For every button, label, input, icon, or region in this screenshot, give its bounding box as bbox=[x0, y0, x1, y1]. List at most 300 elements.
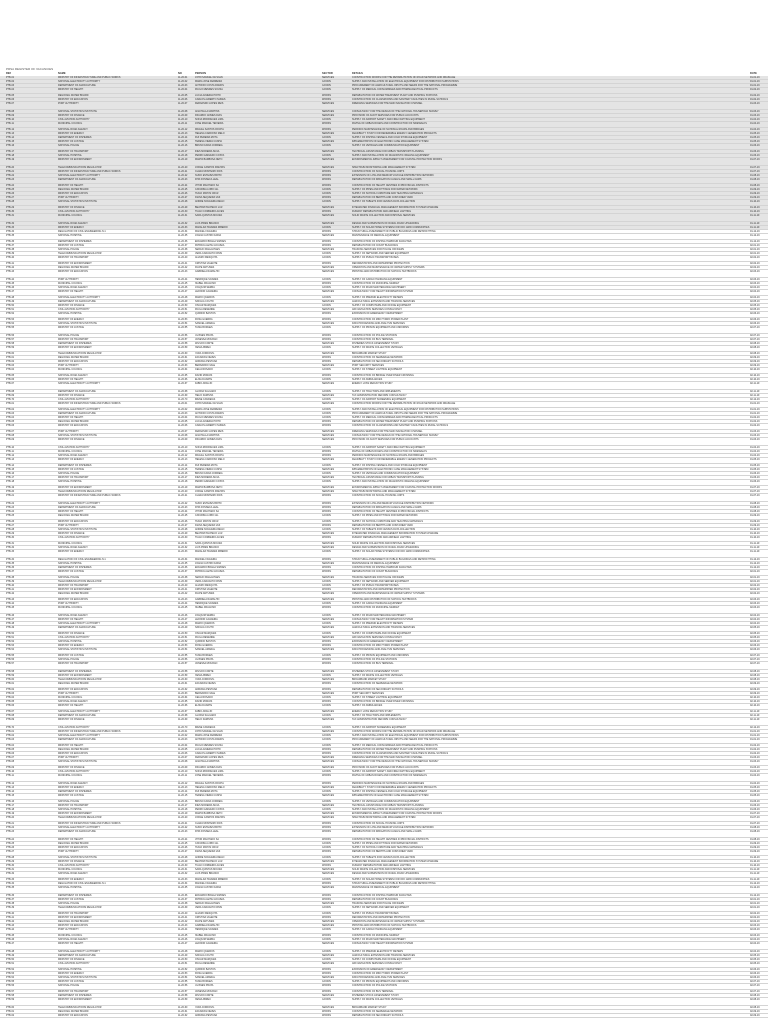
table-cell-name: MINISTRY OF JUSTICE bbox=[58, 794, 84, 797]
table-cell-id: PTB-24 bbox=[6, 838, 15, 841]
table-cell-ref: LUCIA ALMEIDA PINTO bbox=[195, 748, 221, 751]
table-cell-desc: REHABILITATION OF SECONDARY SCHOOLS bbox=[352, 688, 404, 691]
table-cell-id: PTB-29 bbox=[6, 532, 15, 535]
table-row[interactable] bbox=[0, 718, 768, 726]
table-cell-ref: ULISSES PRATA bbox=[195, 334, 214, 337]
table-cell-name: PORT AUTHORITY bbox=[58, 364, 79, 367]
table-cell-id: PTB-52 bbox=[6, 640, 15, 643]
table-cell-sec: GOODS bbox=[322, 278, 331, 281]
table-cell-ref: MARIO QUEIROS bbox=[195, 622, 215, 625]
table-cell-id: PTB-05 bbox=[6, 94, 15, 97]
table-cell-name: CIVIL AVIATION AUTHORITY bbox=[58, 726, 90, 729]
table-row[interactable] bbox=[0, 998, 768, 1006]
table-cell-ref: CARLOS ALBERTO NUNES bbox=[195, 98, 226, 101]
table-cell-id: PTB-43 bbox=[6, 270, 15, 273]
table-cell-ref: ANA PAULA MARTINS bbox=[195, 434, 220, 437]
table-cell-num: 11-20-44 bbox=[178, 278, 188, 281]
table-cell-id: PTB-64 bbox=[6, 368, 15, 371]
table-cell-id: PTB-68 bbox=[6, 390, 15, 393]
table-cell-id: PTB-11 bbox=[6, 774, 14, 777]
table-cell-id: PTB-58 bbox=[6, 342, 15, 345]
table-cell-num: 11-20-67 bbox=[178, 382, 188, 385]
table-cell-ref: NATALIA COUTO bbox=[195, 626, 214, 629]
table-cell-name: MINISTRY OF INFRASTRUCTURE AND PUBLIC WORKS bbox=[58, 76, 121, 79]
table-cell-id: PTB-30 bbox=[6, 536, 15, 539]
table-cell-desc: SUPPLY OF MEDICAL CONSUMABLES AND PHARMACEUTICAL PRODUCTS bbox=[352, 744, 438, 747]
table-row[interactable] bbox=[0, 886, 768, 894]
table-cell-id: PTB-22 bbox=[6, 174, 15, 177]
table-cell-num: 11-20-02 bbox=[178, 408, 188, 411]
table-cell-name: MINISTRY OF ENERGY bbox=[58, 458, 85, 461]
table-cell-name: NATIONAL STATISTICS INSTITUTE bbox=[58, 648, 97, 651]
table-cell-date: 02-03-19 bbox=[750, 934, 760, 937]
table-row[interactable] bbox=[0, 606, 768, 614]
table-cell-id: PTB-35 bbox=[6, 562, 15, 565]
table-cell-id: PTB-11 bbox=[6, 450, 14, 453]
table-cell-ref: JOANA CASTRO FARIA bbox=[195, 886, 222, 889]
table-row[interactable] bbox=[0, 158, 768, 166]
table-cell-sec: SERVICES bbox=[322, 490, 335, 493]
table-cell-ref: MIGUEL SANTOS ROCHA bbox=[195, 128, 224, 131]
table-cell-ref: MARIA JOSE FERREIRA bbox=[195, 408, 223, 411]
table-cell-id: PTB-15 bbox=[6, 794, 15, 797]
table-cell-id: PTB-01 bbox=[6, 402, 15, 405]
table-row[interactable] bbox=[0, 774, 768, 782]
table-cell-date: 02-11-19 bbox=[750, 714, 760, 717]
table-cell-ref: MAFALDA TAVARES RIBEIRO bbox=[195, 226, 228, 229]
table-cell-ref: JOSE MANUEL TEIXEIRA bbox=[195, 450, 224, 453]
table-row[interactable] bbox=[0, 382, 768, 390]
table-cell-id: PTB-46 bbox=[6, 614, 15, 617]
table-cell-date: 01-12-19 bbox=[750, 886, 760, 889]
table-cell-ref: PAULA RESENDE bbox=[195, 636, 215, 639]
table-cell-num: 11-20-44 bbox=[178, 602, 188, 605]
table-cell-num: 11-20-61 bbox=[178, 682, 188, 685]
table-cell-date: 02-11-19 bbox=[750, 718, 760, 721]
table-cell-desc: ENVIRONMENTAL IMPACT ASSESSMENT FOR COASTAL PROTECTION WORKS bbox=[352, 486, 442, 489]
table-cell-date: 01-05-19 bbox=[750, 794, 760, 797]
table-cell-desc: PRINTING AND DISTRIBUTION OF SCHOOL TEXTBOOKS bbox=[352, 270, 417, 273]
table-cell-ref: YARA CORDOVIL bbox=[195, 678, 215, 681]
table-cell-date: 01-08-19 bbox=[750, 184, 760, 187]
table-cell-id: PTB-15 bbox=[6, 468, 15, 471]
table-cell-num: 11-20-45 bbox=[178, 282, 188, 285]
table-cell-sec: WORKS bbox=[322, 338, 332, 341]
table-cell-date: 02-07-19 bbox=[750, 990, 760, 993]
table-cell-name: MINISTRY OF ENERGY bbox=[58, 318, 85, 321]
table-cell-id: PTB-59 bbox=[6, 346, 15, 349]
table-cell-sec: WORKS bbox=[322, 644, 332, 647]
table-cell-id: PTB-37 bbox=[6, 898, 15, 901]
table-cell-ref: PATRICIA LEITE GOUVEIA bbox=[195, 570, 225, 573]
table-cell-date: 02-01-19 bbox=[750, 906, 760, 909]
table-cell-sec: SERVICES bbox=[322, 158, 335, 161]
table-cell-name: MUNICIPAL COUNCIL bbox=[58, 606, 83, 609]
table-cell-desc: SUPPLY AND INSTALLATION OF ELECTRICAL EQUIPMENT FOR DISTRIBUTION SUBSTATIONS bbox=[352, 408, 459, 411]
table-cell-sec: GOODS bbox=[322, 520, 331, 523]
table-cell-desc: CONSTRUCTION OF CLASSROOMS AND SANITARY FACILITIES IN RURAL SCHOOLS bbox=[352, 98, 449, 101]
table-cell-name: MINISTRY OF EDUCATION bbox=[58, 924, 88, 927]
table-cell-date: 02-02-19 bbox=[750, 912, 760, 915]
table-cell-date: 02-02-19 bbox=[750, 256, 760, 259]
table-row[interactable] bbox=[0, 550, 768, 558]
table-cell-num: 11-20-33 bbox=[178, 878, 188, 881]
table-cell-desc: EXTENSION OF LOW AND MEDIUM VOLTAGE DISTRIBUTION NETWORK bbox=[352, 502, 434, 505]
table-cell-desc: PROVISION OF AUDIT SERVICES FOR PUBLIC ACCOUNTS bbox=[352, 114, 419, 117]
table-cell-ref: PAULA RESENDE bbox=[195, 962, 215, 965]
table-cell-num: 11-20-56 bbox=[178, 984, 188, 987]
table-cell-desc: TRAINING SERVICES FOR POLICE OFFICERS bbox=[352, 248, 405, 251]
table-cell-id: PTB-65 bbox=[6, 374, 15, 377]
table-cell-sec: GOODS bbox=[322, 346, 331, 349]
table-cell-ref: OSCAR MARQUES bbox=[195, 958, 217, 961]
table-cell-date: 01-06-19 bbox=[750, 472, 760, 475]
table-cell-desc: REHABILITATION OF SECONDARY SCHOOLS bbox=[352, 360, 404, 363]
table-cell-ref: NATALIA COUTO bbox=[195, 954, 214, 957]
table-cell-date: 02-02-19 bbox=[750, 266, 760, 269]
column-header: DATE bbox=[750, 72, 757, 75]
table-cell-ref: EDUARDO BRAGA SIMOES bbox=[195, 566, 226, 569]
table-cell-id: PTB-48 bbox=[6, 622, 15, 625]
table-cell-desc: REHABILITATION OF WATER TREATMENT PLANT AND PUMPING STATIONS bbox=[352, 94, 438, 97]
table-cell-desc: SUPPLY OF CARGO HANDLING EQUIPMENT bbox=[352, 278, 403, 281]
table-cell-name: MINISTRY OF EDUCATION bbox=[58, 846, 88, 849]
table-cell-name: MINISTRY OF EDUCATION bbox=[58, 424, 88, 427]
table-cell-desc: AGRICULTURAL EXTENSION AND TRAINING SERVICES bbox=[352, 954, 416, 957]
table-cell-sec: WORKS bbox=[322, 360, 332, 363]
table-cell-sec: WORKS bbox=[322, 184, 332, 187]
table-cell-ref: VITOR MACHADO SA bbox=[195, 838, 219, 841]
table-cell-sec: WORKS bbox=[322, 748, 332, 751]
table-cell-name: REGIONAL WATER BOARD bbox=[58, 356, 89, 359]
table-cell-id: PTB-36 bbox=[6, 240, 15, 243]
table-cell-sec: SERVICES bbox=[322, 132, 335, 135]
table-row[interactable] bbox=[0, 1014, 768, 1018]
table-cell-id: PTB-35 bbox=[6, 234, 15, 237]
table-cell-id: PTB-17 bbox=[6, 150, 15, 153]
table-cell-id: PTB-23 bbox=[6, 506, 15, 509]
table-cell-sec: WORKS bbox=[322, 850, 332, 853]
table-row[interactable] bbox=[0, 830, 768, 838]
table-cell-num: 11-20-42 bbox=[178, 592, 188, 595]
table-cell-date: 02-08-19 bbox=[750, 678, 760, 681]
table-cell-num: 11-20-26 bbox=[178, 192, 188, 195]
table-cell-num: 11-20-51 bbox=[178, 308, 188, 311]
table-cell-id: PTB-53 bbox=[6, 644, 15, 647]
table-cell-id: PTB-15 bbox=[6, 140, 15, 143]
table-cell-sec: SERVICES bbox=[322, 766, 335, 769]
table-cell-date: 02-07-19 bbox=[750, 654, 760, 657]
table-cell-id: PTB-61 bbox=[6, 356, 15, 359]
table-cell-id: PTB-60 bbox=[6, 678, 15, 681]
table-cell-desc: SUPPLY OF AMBULANCES bbox=[352, 378, 383, 381]
table-cell-desc: SUPPLY OF CARGO HANDLING EQUIPMENT bbox=[352, 602, 403, 605]
table-cell-id: PTB-03 bbox=[6, 738, 15, 741]
table-cell-id: PTB-50 bbox=[6, 304, 15, 307]
table-cell-name: MUNICIPAL COUNCIL bbox=[58, 282, 83, 285]
table-cell-num: 11-20-43 bbox=[178, 924, 188, 927]
table-row[interactable] bbox=[0, 102, 768, 110]
table-cell-name: DEPARTMENT OF FISHERIES bbox=[58, 894, 92, 897]
table-cell-sec: SERVICES bbox=[322, 546, 335, 549]
table-row[interactable] bbox=[0, 942, 768, 950]
table-cell-desc: CONSTRUCTION OF BRIDGE OVER RIVER CROSSING bbox=[352, 374, 414, 377]
table-cell-desc: AIR NAVIGATION SERVICES CONSULTANCY bbox=[352, 308, 403, 311]
table-cell-desc: DATA PROCESSING AND ANALYSIS SERVICES bbox=[352, 648, 405, 651]
table-cell-num: 11-20-68 bbox=[178, 390, 188, 393]
column-header: PERSON bbox=[195, 72, 206, 75]
table-cell-sec: SERVICES bbox=[322, 532, 335, 535]
table-cell-num: 11-20-17 bbox=[178, 150, 188, 153]
table-cell-sec: GOODS bbox=[322, 304, 331, 307]
table-cell-name: PORT AUTHORITY bbox=[58, 524, 79, 527]
table-cell-num: 11-20-01 bbox=[178, 402, 188, 405]
table-cell-sec: GOODS bbox=[322, 416, 331, 419]
table-cell-ref: ANDRE NOGUEIRA REGO bbox=[195, 528, 225, 531]
table-cell-name: DEPARTMENT OF FISHERIES bbox=[58, 566, 92, 569]
table-cell-desc: CONSULTANCY FOR HEALTH INFORMATION SYSTEM bbox=[352, 290, 414, 293]
table-cell-id: PTB-70 bbox=[6, 398, 15, 401]
table-cell-name: NATIONAL STATISTICS INSTITUTE bbox=[58, 434, 97, 437]
table-cell-name: TELECOMMUNICATIONS REGULATOR bbox=[58, 252, 102, 255]
table-cell-name: NATIONAL HOSPITAL bbox=[58, 312, 82, 315]
table-cell-date: 01-12-19 bbox=[750, 562, 760, 565]
table-cell-id: PTB-34 bbox=[6, 230, 15, 233]
table-cell-date: 01-12-19 bbox=[750, 234, 760, 237]
table-cell-id: PTB-04 bbox=[6, 744, 15, 747]
table-cell-desc: PROVISION OF AUDIT SERVICES FOR PUBLIC ACCOUNTS bbox=[352, 766, 419, 769]
table-cell-sec: GOODS bbox=[322, 744, 331, 747]
table-cell-id: PTB-32 bbox=[6, 872, 15, 875]
table-cell-id: PTB-45 bbox=[6, 282, 15, 285]
table-cell-num: 11-20-31 bbox=[178, 214, 188, 217]
table-cell-id: PTB-24 bbox=[6, 184, 15, 187]
table-cell-id: PTB-34 bbox=[6, 558, 15, 561]
table-cell-sec: SERVICES bbox=[322, 756, 335, 759]
table-cell-ref: ROSA GUERRA bbox=[195, 644, 213, 647]
table-cell-sec: GOODS bbox=[322, 226, 331, 229]
table-cell-sec: WORKS bbox=[322, 658, 332, 661]
table-cell-sec: GOODS bbox=[322, 842, 331, 845]
table-cell-date: 02-01-19 bbox=[750, 248, 760, 251]
table-cell-desc: SUPPLY OF PREPAID ELECTRICITY METERS bbox=[352, 622, 403, 625]
table-cell-ref: LEONOR CALDEIRA bbox=[195, 942, 218, 945]
table-cell-id: PTB-44 bbox=[6, 928, 15, 931]
table-cell-date: 02-03-19 bbox=[750, 924, 760, 927]
table-cell-sec: SERVICES bbox=[322, 812, 335, 815]
table-cell-name: MINISTRY OF HEALTH bbox=[58, 510, 84, 513]
table-cell-sec: SERVICES bbox=[322, 636, 335, 639]
table-row[interactable] bbox=[0, 326, 768, 334]
table-cell-desc: ENVIRONMENTAL IMPACT ASSESSMENT FOR COASTAL PROTECTION WORKS bbox=[352, 158, 442, 161]
table-cell-name: MINISTRY OF EDUCATION bbox=[58, 688, 88, 691]
table-cell-num: 11-20-50 bbox=[178, 958, 188, 961]
table-cell-name: PORT AUTHORITY bbox=[58, 928, 79, 931]
table-cell-id: PTB-52 bbox=[6, 968, 15, 971]
table-cell-name: MINISTRY OF INFRASTRUCTURE AND PUBLIC WORKS bbox=[58, 822, 121, 825]
table-cell-ref: SAMUEL AMARAL bbox=[195, 648, 216, 651]
table-cell-desc: STRUCTURAL ASSESSMENT OF PUBLIC BUILDINGS AND RETROFITTING bbox=[352, 558, 436, 561]
table-cell-num: 11-20-41 bbox=[178, 262, 188, 265]
table-cell-sec: WORKS bbox=[322, 700, 332, 703]
table-cell-date: 01-06-19 bbox=[750, 480, 760, 483]
table-cell-num: 11-20-17 bbox=[178, 476, 188, 479]
table-cell-date: 01-08-19 bbox=[750, 826, 760, 829]
table-row[interactable] bbox=[0, 270, 768, 278]
table-cell-num: 11-20-46 bbox=[178, 938, 188, 941]
table-cell-ref: JORGE CAMPOS FREITAS bbox=[195, 490, 225, 493]
table-cell-ref: MARIO QUEIROS bbox=[195, 296, 215, 299]
table-cell-num: 11-20-41 bbox=[178, 588, 188, 591]
table-row[interactable] bbox=[0, 214, 768, 222]
table-cell-ref: ISABEL FRAGOSO bbox=[195, 606, 216, 609]
table-cell-sec: SERVICES bbox=[322, 924, 335, 927]
table-cell-name: MINISTRY OF HEALTH bbox=[58, 838, 84, 841]
table-cell-id: PTB-51 bbox=[6, 308, 15, 311]
table-cell-date: 01-08-19 bbox=[750, 178, 760, 181]
table-cell-desc: SUPPLY OF TABLETS FOR CENSUS DATA COLLECTION bbox=[352, 528, 416, 531]
table-cell-ref: BEATRIZ PACHECO LUZ bbox=[195, 860, 223, 863]
table-cell-date: 01-05-19 bbox=[750, 140, 760, 143]
table-cell-date: 02-09-19 bbox=[750, 360, 760, 363]
table-cell-name: CIVIL AVIATION AUTHORITY bbox=[58, 210, 90, 213]
table-cell-ref: ULISSES PRATA bbox=[195, 658, 214, 661]
table-cell-name: NATIONAL STATISTICS INSTITUTE bbox=[58, 110, 97, 113]
table-cell-id: PTB-70 bbox=[6, 726, 15, 729]
table-row[interactable] bbox=[0, 438, 768, 446]
table-cell-ref: RITA FONSECA LEAL bbox=[195, 178, 219, 181]
table-cell-name: DEPARTMENT OF AGRICULTURE bbox=[58, 954, 96, 957]
table-cell-id: PTB-41 bbox=[6, 588, 15, 591]
table-cell-sec: SERVICES bbox=[322, 290, 335, 293]
table-cell-id: PTB-38 bbox=[6, 576, 15, 579]
table-cell-id: PTB-51 bbox=[6, 962, 15, 965]
table-cell-date: 02-03-19 bbox=[750, 928, 760, 931]
table-cell-date: 02-03-19 bbox=[750, 606, 760, 609]
table-cell-ref: GLORIA SALGADO bbox=[195, 714, 217, 717]
table-cell-num: 11-20-09 bbox=[178, 438, 188, 441]
table-cell-ref: ALVARO MESQUITA bbox=[195, 256, 218, 259]
table-cell-id: PTB-64 bbox=[6, 696, 15, 699]
table-cell-sec: WORKS bbox=[322, 640, 332, 643]
table-row[interactable] bbox=[0, 662, 768, 670]
table-cell-num: 11-20-25 bbox=[178, 514, 188, 517]
table-cell-num: 11-20-54 bbox=[178, 976, 188, 979]
table-cell-desc: INTEGRATED FINANCIAL MANAGEMENT INFORMATION SYSTEM UPGRADE bbox=[352, 860, 439, 863]
table-cell-desc: FISHERIES STOCK ASSESSMENT STUDY bbox=[352, 994, 400, 997]
table-cell-ref: SOFIA RODRIGUES LIMA bbox=[195, 446, 224, 449]
table-cell-date: 01-12-19 bbox=[750, 240, 760, 243]
table-cell-ref: CATARINA LOBO GIL bbox=[195, 514, 219, 517]
table-cell-name: MINISTRY OF INFRASTRUCTURE AND PUBLIC WORKS bbox=[58, 494, 121, 497]
table-row[interactable] bbox=[0, 494, 768, 502]
table-cell-date: 02-09-19 bbox=[750, 1014, 760, 1017]
table-cell-sec: SERVICES bbox=[322, 352, 335, 355]
table-cell-sec: GOODS bbox=[322, 998, 331, 1001]
table-cell-ref: LEONOR CALDEIRA bbox=[195, 618, 218, 621]
table-cell-id: PTB-65 bbox=[6, 700, 15, 703]
table-cell-date: 01-05-19 bbox=[750, 132, 760, 135]
table-cell-sec: SERVICES bbox=[322, 576, 335, 579]
table-cell-sec: GOODS bbox=[322, 514, 331, 517]
table-cell-desc: SUPPLY AND INSTALLATION OF DIAGNOSTIC IMAGING EQUIPMENT bbox=[352, 154, 430, 157]
table-cell-sec: GOODS bbox=[322, 738, 331, 741]
table-cell-id: PTB-20 bbox=[6, 490, 15, 493]
table-cell-ref: MIGUEL SANTOS ROCHA bbox=[195, 454, 224, 457]
table-cell-name: NATIONAL STATISTICS INSTITUTE bbox=[58, 976, 97, 979]
table-cell-date: 01-06-19 bbox=[750, 800, 760, 803]
table-cell-date: 02-01-19 bbox=[750, 580, 760, 583]
table-cell-desc: CONSTRUCTION OF FISHING HARBOUR FACILITIES bbox=[352, 566, 412, 569]
table-cell-num: 11-20-02 bbox=[178, 734, 188, 737]
table-cell-name: NATIONAL ELECTRICITY AUTHORITY bbox=[58, 826, 101, 829]
table-cell-ref: BERNARDO VALE bbox=[195, 692, 216, 695]
table-cell-name: NATIONAL ROAD AGENCY bbox=[58, 286, 88, 289]
table-cell-date: 01-04-19 bbox=[750, 774, 760, 777]
table-cell-ref: JOAQUIM SERRA bbox=[195, 286, 215, 289]
table-cell-desc: SUPPLY AND INSTALLATION OF DIAGNOSTIC IMAGING EQUIPMENT bbox=[352, 480, 430, 483]
table-cell-id: PTB-55 bbox=[6, 980, 15, 983]
table-cell-desc: TRAINING SERVICES FOR POLICE OFFICERS bbox=[352, 902, 405, 905]
table-cell-name: MINISTRY OF TRANSPORT bbox=[58, 338, 89, 341]
table-cell-sec: SERVICES bbox=[322, 542, 335, 545]
table-cell-ref: ADRIANA PESTANA bbox=[195, 1014, 218, 1017]
table-cell-id: PTB-57 bbox=[6, 338, 15, 341]
table-cell-id: PTB-04 bbox=[6, 88, 15, 91]
table-cell-num: 11-20-27 bbox=[178, 196, 188, 199]
table-cell-date: 01-03-19 bbox=[750, 110, 760, 113]
table-cell-ref: RICARDO GOMES DIAS bbox=[195, 114, 222, 117]
table-cell-num: 11-20-18 bbox=[178, 154, 188, 157]
table-cell-num: 11-20-56 bbox=[178, 334, 188, 337]
table-cell-id: PTB-47 bbox=[6, 290, 15, 293]
table-cell-sec: WORKS bbox=[322, 830, 332, 833]
table-cell-num: 11-20-36 bbox=[178, 240, 188, 243]
table-cell-date: 02-01-19 bbox=[750, 244, 760, 247]
table-cell-date: 01-07-19 bbox=[750, 816, 760, 819]
table-cell-name: MINISTRY OF JUSTICE bbox=[58, 570, 84, 573]
table-cell-date: 01-09-19 bbox=[750, 196, 760, 199]
table-cell-ref: SERGIO MAGALHAES bbox=[195, 576, 220, 579]
table-cell-name: MINISTRY OF ENERGY bbox=[58, 550, 85, 553]
table-cell-date: 02-03-19 bbox=[750, 282, 760, 285]
table-cell-sec: SERVICES bbox=[322, 994, 335, 997]
table-cell-id: PTB-37 bbox=[6, 244, 15, 247]
table-cell-desc: CONSTRUCTION OF FISHING HARBOUR FACILITIES bbox=[352, 894, 412, 897]
table-cell-num: 11-20-05 bbox=[178, 748, 188, 751]
table-cell-name: DEPARTMENT OF FISHERIES bbox=[58, 790, 92, 793]
table-cell-desc: SUPPLY OF TRACTORS AND IMPLEMENTS bbox=[352, 390, 401, 393]
table-cell-desc: PROCUREMENT OF AGRICULTURAL INPUTS AND SEEDS FOR THE NATIONAL PROGRAMME bbox=[352, 738, 458, 741]
table-cell-id: PTB-22 bbox=[6, 826, 15, 829]
table-cell-ref: JOANA CASTRO FARIA bbox=[195, 562, 222, 565]
table-cell-ref: FILIPE ANTUNES bbox=[195, 920, 215, 923]
table-cell-name: MINISTRY OF ENERGY bbox=[58, 878, 85, 881]
table-cell-desc: SUPPLY OF PUBLIC TRANSPORT BUSES bbox=[352, 912, 399, 915]
table-cell-name: PORT AUTHORITY bbox=[58, 692, 79, 695]
table-cell-desc: EXTENSION OF LOW AND MEDIUM VOLTAGE DISTRIBUTION NETWORK bbox=[352, 174, 434, 177]
table-cell-date: 01-03-19 bbox=[750, 756, 760, 759]
table-cell-ref: FABIO ARAUJO bbox=[195, 710, 213, 713]
table-cell-ref: MARIA JOSE FERREIRA bbox=[195, 80, 223, 83]
table-cell-sec: GOODS bbox=[322, 846, 331, 849]
table-cell-id: PTB-02 bbox=[6, 734, 15, 737]
table-cell-date: 01-03-19 bbox=[750, 760, 760, 763]
table-cell-num: 11-20-14 bbox=[178, 136, 188, 139]
table-cell-name: MINISTRY OF EDUCATION bbox=[58, 98, 88, 101]
table-cell-date: 02-04-19 bbox=[750, 950, 760, 953]
table-cell-sec: WORKS bbox=[322, 838, 332, 841]
